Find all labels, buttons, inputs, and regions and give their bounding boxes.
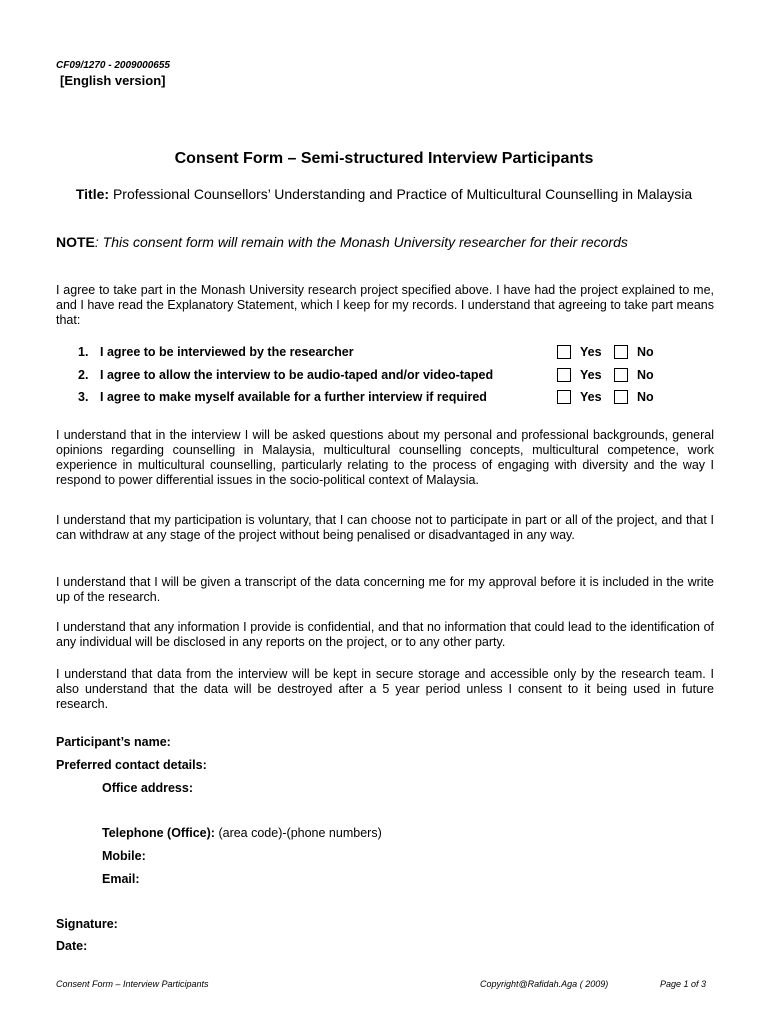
consent-item-2 [78,368,493,382]
note-label: NOTE [56,234,95,250]
preferred-contact-heading: Preferred contact details: [56,758,207,772]
paragraph-voluntary: I understand that my participation is voluntary, that I can choose not to participate in part or all of the project, and that I can withdraw at any stage of the project without being penalised or disadvantaged in any way. [56,513,714,542]
intro-paragraph: I agree to take part in the Monash University research project specified above. I have had the project explained to me, and I have read the Explanatory Statement, which I keep for my records. I understand that agreeing to take part means that: [56,283,714,327]
project-title [70,185,698,203]
title-label: Title: [75,186,110,202]
item-3-yes-checkbox[interactable] [557,390,571,404]
item-1-yes-checkbox[interactable] [557,345,571,359]
office-address-field: Office address: [102,781,194,795]
date-field: Date: [56,939,88,953]
paragraph-storage: I understand that data from the interview will be kept in secure storage and accessible only by the research team. I also understand that the data will be destroyed after a 5 year period unless I consent to it being used in future research. [56,667,714,711]
item-3-no-checkbox[interactable] [614,390,628,404]
version-label: [English version] [60,73,166,88]
item-2-no-checkbox[interactable] [614,368,628,382]
signature-field: Signature: [56,917,118,931]
item-2-yes-checkbox[interactable] [557,368,571,382]
item-number: 3. [78,390,89,404]
participant-name-field: Participant’s name: [56,735,171,749]
item-1-no-checkbox[interactable] [614,345,628,359]
footer-page-number: Page 1 of 3 [660,979,707,989]
consent-item-1 [78,345,354,359]
title-text: Professional Counsellors’ Understanding and Practice of Multicultural Counselling in Malaysia [112,186,693,202]
footer-form-name: Consent Form – Interview Participants [56,979,209,989]
paragraph-transcript: I understand that I will be given a transcript of the data concerning me for my approval before it is included in the write up of the research. [56,575,714,604]
yes-label: Yes [580,345,602,359]
note [56,234,628,250]
consent-item-3 [78,390,487,404]
yes-label: Yes [580,390,602,404]
no-label: No [637,368,654,382]
item-number: 1. [78,345,89,359]
page-title: Consent Form – Semi-structured Interview Participants [174,150,594,167]
no-label: No [637,390,654,404]
email-field: Email: [102,872,140,886]
paragraph-confidential: I understand that any information I provide is confidential, and that no information that could lead to the identification of any individual will be disclosed in any reports on the project, or to any other party. [56,620,714,649]
note-text: : This consent form will remain with the Monash University researcher for their records [94,234,628,250]
item-number: 2. [78,368,89,382]
mobile-field: Mobile: [102,849,146,863]
no-label: No [637,345,654,359]
item-text: I agree to make myself available for a further interview if required [100,390,487,404]
paragraph-interview-topics: I understand that in the interview I will be asked questions about my personal and professional backgrounds, general opinions regarding counselling in Malaysia, multicultural counselling concepts, multicultural competence, work experience in multicultural counselling, particularly relating to the process of engaging with diversity and the way I respond to power differential issues in the socio-political context of Malaysia. [56,428,714,487]
telephone-field [102,826,382,840]
footer-copyright: Copyright@Rafidah.Aga ( 2009) [480,979,609,989]
item-text: I agree to allow the interview to be audio-taped and/or video-taped [100,368,494,382]
telephone-label: Telephone (Office): [102,826,215,840]
item-text: I agree to be interviewed by the researcher [100,345,354,359]
telephone-hint: (area code)-(phone numbers) [218,826,382,840]
yes-label: Yes [580,368,602,382]
form-reference: CF09/1270 - 2009000655 [56,60,170,71]
